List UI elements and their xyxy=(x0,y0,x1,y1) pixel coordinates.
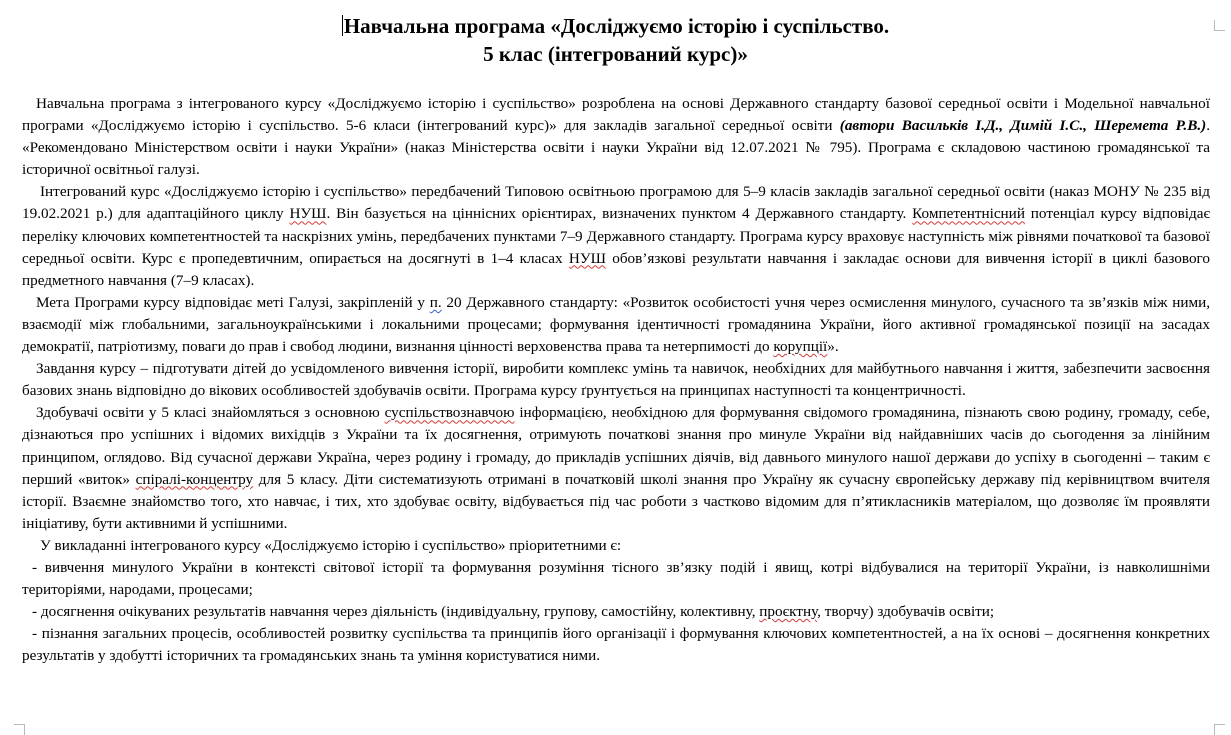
paragraph-text: для 5 класу. Діти систематизують отримані в початковій школі знання про Україну як сучасну європейську державу під керівництвом вчителя історії. Взаємне знайомство того, хто навчає, і тих, хто здобуває освіту, відбувається під час роботи з частково відомим для п’ятикласників матеріалом, що дозволяє їм проявляти ініціативу, бути активними й успішними. xyxy=(22,470,1211,532)
spellcheck-word: корупції xyxy=(773,338,828,356)
paragraph-text: 20 Державного стандарту: «Розвиток особистості учня через осмислення минулого, сучасного та зв’язків між ними, взаємодії між глобальними, загальноукраїнськими і локальними процесами; формування ідентичності громадянина України, його активної громадянської позиції на засадах демократії, патріотизму, поваги до прав і свобод людини, визнання цінності верховенства права та нетерпимості до xyxy=(22,293,1211,356)
paragraph-tasks: Завдання курсу – підготувати дітей до усвідомленого вивчення історії, виробити комплекс умінь та навичок, необхідних для майбутнього навчання і життя, забезпечити засвоєння базових знань відповідно до вікових особливостей здобувачів освіти. Програма курсу ґрунтується на принципах наступності та концентричності. xyxy=(22,360,1210,400)
paragraph-text: Інтегрований курс «Досліджуємо історію і суспільство» передбачений Типовою освітньою програмою для 5–9 класів закладів загальної середньої освіти (наказ МОНУ № 235 від 19.02.2021 р.) для адаптаційного циклу xyxy=(22,183,1210,223)
paragraph-text: - досягнення очікуваних результатів навчання через діяльність (індивідуальну, групову, самостійну, колективну, xyxy=(32,603,760,621)
authors-text: (автори Васильків І.Д., Димій І.С., Шеремета Р.В.) xyxy=(839,117,1207,135)
text-cursor xyxy=(342,15,343,36)
paragraph-priorities: У викладанні інтегрованого курсу «Досліджуємо історію і суспільство» пріоритетними є: xyxy=(40,536,622,554)
list-item xyxy=(22,601,1210,623)
paragraph-text: . «Рекомендовано Міністерством освіти і науки України» (наказ Міністерства освіти і науки України від 12.07.2021 № 795). Програма є складовою частиною громадянської та історичної освітньої галузі. xyxy=(22,117,1210,179)
document-title xyxy=(0,12,1231,68)
grammar-word: п. xyxy=(429,293,442,311)
paragraph-text: , творчу) здобувачів освіти; xyxy=(817,603,995,621)
document-body xyxy=(22,93,1210,667)
spellcheck-word: НУШ xyxy=(289,205,327,223)
paragraph-text: . Він базується на ціннісних орієнтирах, визначених пунктом 4 Державного стандарту. xyxy=(326,205,913,223)
paragraph-text: Здобувачі освіти у 5 класі знайомляться з основною xyxy=(36,404,385,422)
paragraph-text: обов’язкові результати навчання і закладає основи для вивчення історії в циклі базового предметного навчання (7–9 класах). xyxy=(22,249,1210,289)
spellcheck-word: проєктну xyxy=(759,603,818,621)
spellcheck-word: суспільствознавчою xyxy=(384,404,515,422)
list-item: - вивчення минулого України в контексті світової історії та формування розуміння тісного зв’язку подій і явищ, котрі відбувалися на території України, із навколишніми територіями, народами, процесами; xyxy=(22,558,1210,599)
page-corner-mark xyxy=(1214,724,1225,735)
list-item: - пізнання загальних процесів, особливостей розвитку суспільства та принципів його організації і формування ключових компетентностей, а на їх основі – досягнення конкретних результатів у здобутті історичних та громадянських знань та уміння користуватися ними. xyxy=(22,625,1210,665)
title-line-2: 5 клас (інтегрований курс)» xyxy=(483,42,748,66)
paragraph-text: потенціал курсу відповідає переліку ключових компетентностей та наскрізних умінь, передбачених пунктами 7–9 Державного стандарту. Програма курсу враховує наступність між рівнями початкової та базової середньої освіти. Курс є пропедевтичним, опирається на досягнуті в 1–4 класах xyxy=(22,205,1210,267)
paragraph-text: ». xyxy=(827,338,839,356)
paragraph-intro xyxy=(22,93,1210,181)
page-corner-mark xyxy=(14,724,25,735)
paragraph-students xyxy=(22,402,1210,535)
paragraph-text: Мета Програми курсу відповідає меті Галузі, закріпленій у xyxy=(36,293,430,311)
paragraph-course-description xyxy=(22,181,1210,291)
spellcheck-word: Компетентнісний xyxy=(912,205,1025,223)
spellcheck-word: НУШ xyxy=(568,249,606,267)
paragraph-text: інформацією, необхідною для формування свідомого громадянина, пізнають свою родину, громаду, себе, дізнаються про успішних і відомих вихідців з України та їх досягнення, отримують початкові знання про минуле України від найдавніших часів до сьогодення за лінійним принципом, оглядово. Від сучасної держави Україна, через родину і громаду, до прикладів успішних діячів, від давнього минулого нашої держави до успіху в сьогоденні – таким є перший «виток» xyxy=(22,404,1210,488)
title-line-1 xyxy=(0,12,1231,40)
paragraph-goal xyxy=(22,292,1210,358)
paragraph-text: Навчальна програма з інтегрованого курсу «Досліджуємо історію і суспільство» розроблена на основі Державного стандарту базової середньої освіти і Модельної навчальної програми «Досліджуємо історію і суспільство. 5-6 класи (інтегрований курс)» для закладів загальної середньої освіти xyxy=(22,95,1210,135)
spellcheck-word: спіралі-концентру xyxy=(135,470,254,488)
title-line-1-text: Навчальна програма «Досліджуємо історію і суспільство. xyxy=(343,14,890,38)
